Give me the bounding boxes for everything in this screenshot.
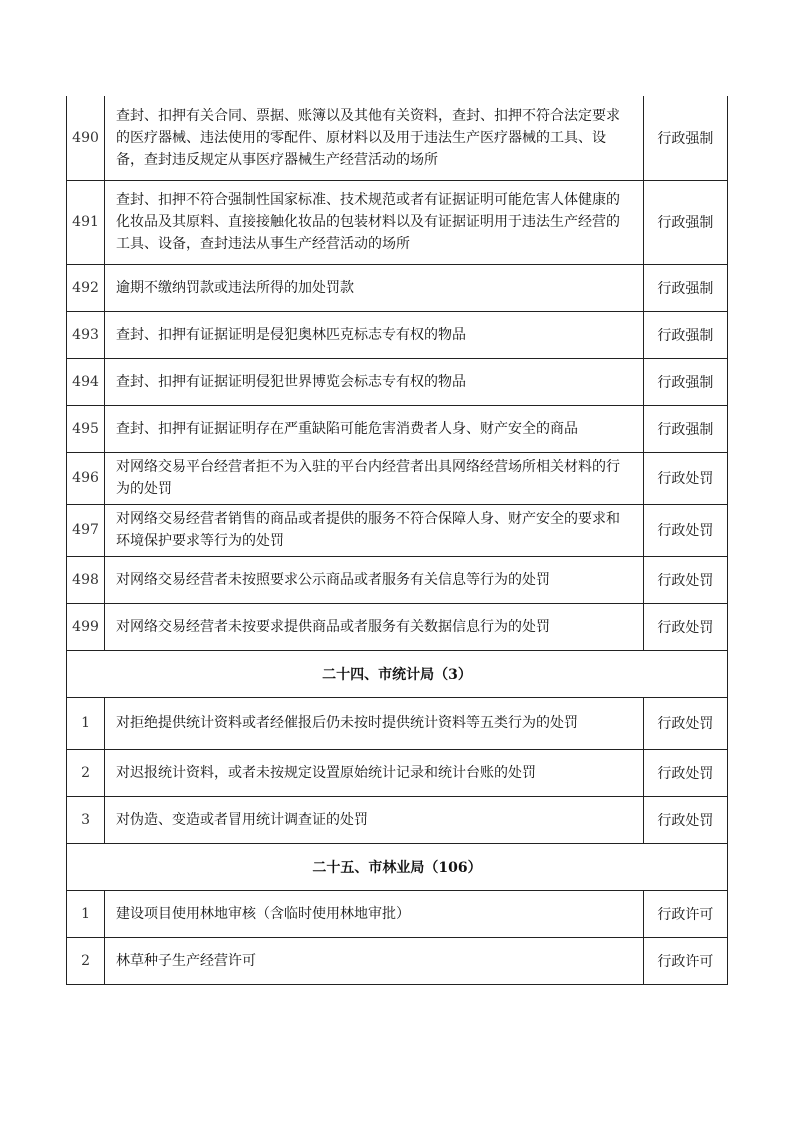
table-row bbox=[67, 452, 728, 504]
section-header-row bbox=[67, 843, 728, 890]
item-name: 查封、扣押有证据证明是侵犯奥林匹克标志专有权的物品 bbox=[105, 311, 644, 358]
row-number: 493 bbox=[67, 311, 105, 358]
table-row bbox=[67, 405, 728, 452]
item-type: 行政处罚 bbox=[643, 697, 727, 749]
item-type: 行政处罚 bbox=[643, 556, 727, 603]
row-number: 3 bbox=[67, 796, 105, 843]
item-type: 行政强制 bbox=[643, 96, 727, 180]
item-type: 行政许可 bbox=[643, 890, 727, 937]
item-name: 对迟报统计资料，或者未按规定设置原始统计记录和统计台账的处罚 bbox=[105, 749, 644, 796]
row-number: 494 bbox=[67, 358, 105, 405]
row-number: 499 bbox=[67, 603, 105, 650]
item-type: 行政处罚 bbox=[643, 504, 727, 556]
table-row bbox=[67, 890, 728, 937]
item-name: 对网络交易经营者未按照要求公示商品或者服务有关信息等行为的处罚 bbox=[105, 556, 644, 603]
table-row bbox=[67, 311, 728, 358]
power-list-table bbox=[66, 96, 728, 985]
row-number: 495 bbox=[67, 405, 105, 452]
item-type: 行政强制 bbox=[643, 358, 727, 405]
table-row bbox=[67, 556, 728, 603]
row-number: 2 bbox=[67, 937, 105, 984]
item-name: 建设项目使用林地审核（含临时使用林地审批） bbox=[105, 890, 644, 937]
row-number: 491 bbox=[67, 180, 105, 264]
row-number: 1 bbox=[67, 890, 105, 937]
row-number: 490 bbox=[67, 96, 105, 180]
table-row bbox=[67, 96, 728, 180]
row-number: 497 bbox=[67, 504, 105, 556]
table-row bbox=[67, 749, 728, 796]
item-name: 对网络交易平台经营者拒不为入驻的平台内经营者出具网络经营场所相关材料的行为的处罚 bbox=[105, 452, 644, 504]
item-type: 行政许可 bbox=[643, 937, 727, 984]
item-type: 行政强制 bbox=[643, 405, 727, 452]
item-name: 查封、扣押有关合同、票据、账簿以及其他有关资料，查封、扣押不符合法定要求的医疗器械、违法使用的零配件、原材料以及用于违法生产医疗器械的工具、设备，查封违反规定从事医疗器械生产经营活动的场所 bbox=[105, 96, 644, 180]
item-name: 查封、扣押不符合强制性国家标准、技术规范或者有证据证明可能危害人体健康的化妆品及其原料、直接接触化妆品的包装材料以及有证据证明用于违法生产经营的工具、设备，查封违法从事生产经营活动的场所 bbox=[105, 180, 644, 264]
item-type: 行政处罚 bbox=[643, 796, 727, 843]
item-name: 对网络交易经营者销售的商品或者提供的服务不符合保障人身、财产安全的要求和环境保护要求等行为的处罚 bbox=[105, 504, 644, 556]
item-name: 对拒绝提供统计资料或者经催报后仍未按时提供统计资料等五类行为的处罚 bbox=[105, 697, 644, 749]
item-name: 对伪造、变造或者冒用统计调查证的处罚 bbox=[105, 796, 644, 843]
table-row bbox=[67, 264, 728, 311]
item-type: 行政强制 bbox=[643, 311, 727, 358]
row-number: 2 bbox=[67, 749, 105, 796]
item-name: 逾期不缴纳罚款或违法所得的加处罚款 bbox=[105, 264, 644, 311]
item-type: 行政强制 bbox=[643, 264, 727, 311]
item-name: 林草种子生产经营许可 bbox=[105, 937, 644, 984]
section-title-stats-bureau: 二十四、市统计局（3） bbox=[67, 650, 728, 697]
row-number: 496 bbox=[67, 452, 105, 504]
table-row bbox=[67, 937, 728, 984]
row-number: 498 bbox=[67, 556, 105, 603]
item-name: 查封、扣押有证据证明存在严重缺陷可能危害消费者人身、财产安全的商品 bbox=[105, 405, 644, 452]
item-type: 行政处罚 bbox=[643, 452, 727, 504]
item-name: 对网络交易经营者未按要求提供商品或者服务有关数据信息行为的处罚 bbox=[105, 603, 644, 650]
table-row bbox=[67, 796, 728, 843]
table-row bbox=[67, 358, 728, 405]
row-number: 492 bbox=[67, 264, 105, 311]
section-title-forestry-bureau: 二十五、市林业局（106） bbox=[67, 843, 728, 890]
row-number: 1 bbox=[67, 697, 105, 749]
item-type: 行政强制 bbox=[643, 180, 727, 264]
table-row bbox=[67, 697, 728, 749]
table-row bbox=[67, 180, 728, 264]
item-type: 行政处罚 bbox=[643, 603, 727, 650]
item-name: 查封、扣押有证据证明侵犯世界博览会标志专有权的物品 bbox=[105, 358, 644, 405]
item-type: 行政处罚 bbox=[643, 749, 727, 796]
table-row bbox=[67, 603, 728, 650]
table-row bbox=[67, 504, 728, 556]
section-header-row bbox=[67, 650, 728, 697]
